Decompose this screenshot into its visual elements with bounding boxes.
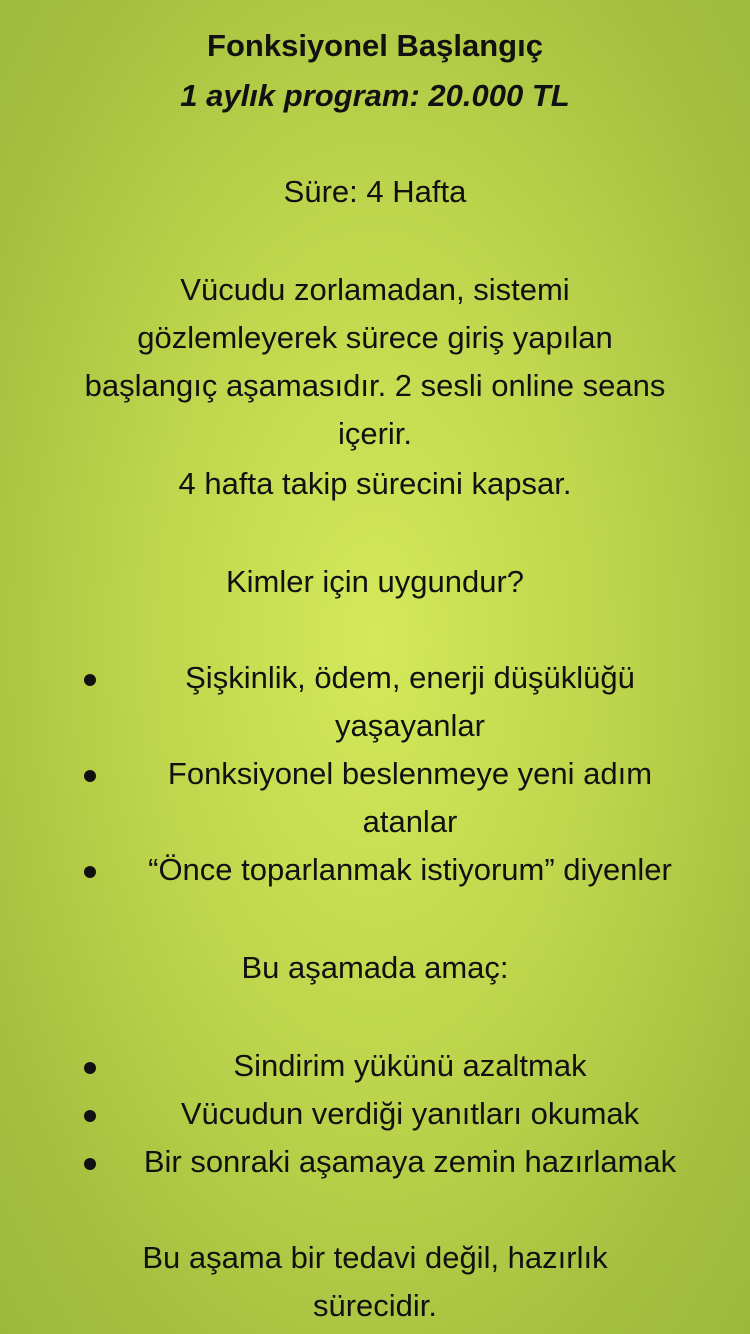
closing-line: Bu aşama bir tedavi değil, hazırlık	[142, 1240, 608, 1275]
bullet-icon	[84, 770, 96, 782]
list-item-text: Bir sonraki aşamaya zemin hazırlamak	[143, 1144, 677, 1179]
program-title: Fonksiyonel Başlangıç	[207, 28, 543, 63]
suitable-list	[0, 654, 750, 894]
closing-line: sürecidir.	[312, 1288, 438, 1323]
bullet-icon	[84, 674, 96, 686]
suitable-heading: Kimler için uygundur?	[225, 564, 525, 599]
list-item	[0, 1090, 750, 1138]
list-item-text: Sindirim yükünü azaltmak	[233, 1048, 587, 1083]
list-item	[0, 1042, 750, 1090]
bullet-icon	[84, 1062, 96, 1074]
list-item-text: “Önce toparlanmak istiyorum” diyenler	[148, 852, 672, 887]
goal-list	[0, 1042, 750, 1186]
bullet-icon	[84, 1110, 96, 1122]
description-line: başlangıç aşamasıdır. 2 sesli online seans	[84, 368, 666, 403]
list-item	[0, 1138, 750, 1186]
description-line: içerir.	[337, 416, 413, 451]
description-line: 4 hafta takip sürecini kapsar.	[178, 466, 572, 501]
list-item	[0, 654, 750, 750]
list-item	[0, 846, 750, 894]
list-item-text: Fonksiyonel beslenmeye yeni adım atanlar	[167, 756, 653, 839]
program-duration: Süre: 4 Hafta	[283, 174, 467, 209]
bullet-icon	[84, 1158, 96, 1170]
list-item-text: Şişkinlik, ödem, enerji düşüklüğü yaşayanlar	[185, 660, 635, 743]
list-item	[0, 750, 750, 846]
list-item-text: Vücudun verdiği yanıtları okumak	[180, 1096, 640, 1131]
description-line: Vücudu zorlamadan, sistemi	[180, 272, 570, 307]
description-line: gözlemleyerek sürece giriş yapılan	[137, 320, 613, 355]
goal-heading: Bu aşamada amaç:	[241, 950, 509, 985]
bullet-icon	[84, 866, 96, 878]
program-price: 1 aylık program: 20.000 TL	[180, 78, 570, 113]
